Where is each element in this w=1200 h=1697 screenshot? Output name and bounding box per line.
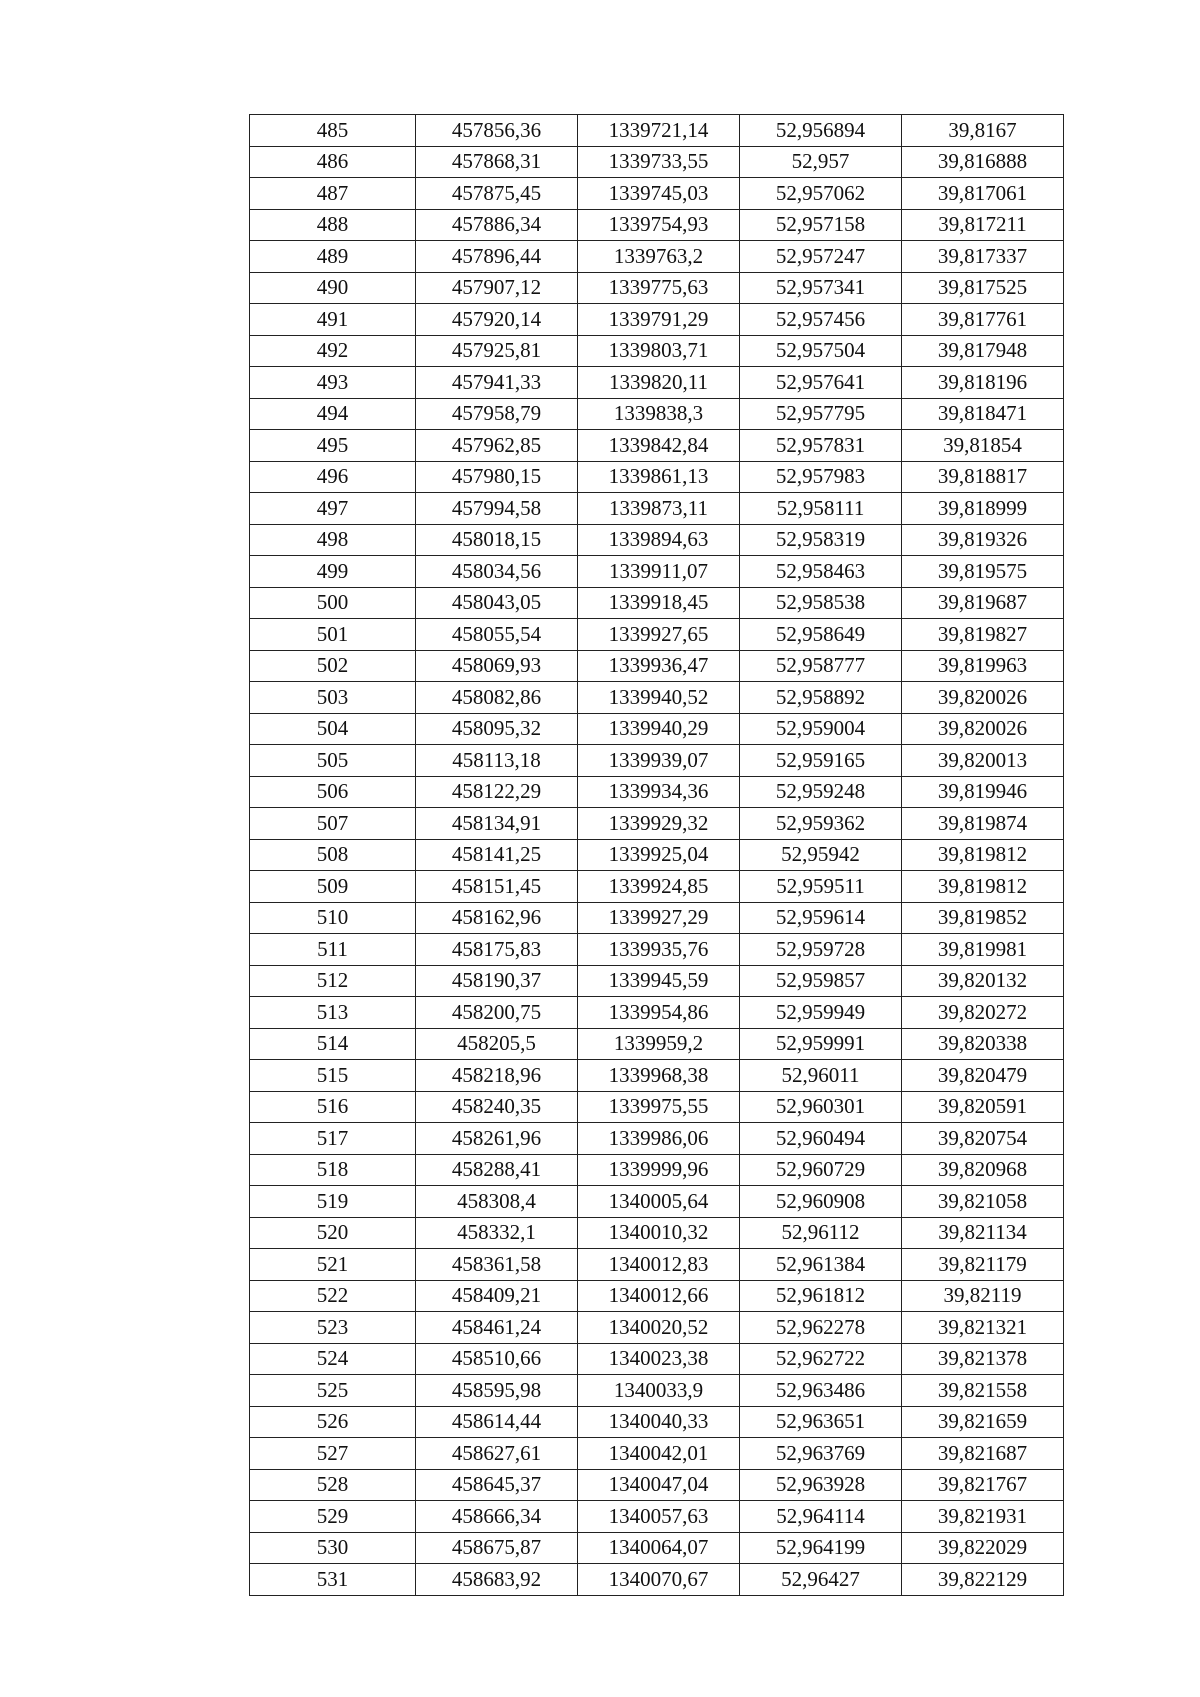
latitude-cell: 52,963769: [740, 1438, 902, 1470]
latitude-cell: 52,96427: [740, 1564, 902, 1596]
table-row: [250, 1217, 1064, 1249]
x-coordinate-cell: 458151,45: [416, 871, 578, 903]
y-coordinate-cell: 1339820,11: [578, 367, 740, 399]
y-coordinate-cell: 1340064,07: [578, 1532, 740, 1564]
point-number-cell: 505: [250, 745, 416, 777]
y-coordinate-cell: 1339924,85: [578, 871, 740, 903]
x-coordinate-cell: 458308,4: [416, 1186, 578, 1218]
table-row: [250, 1469, 1064, 1501]
y-coordinate-cell: 1340057,63: [578, 1501, 740, 1533]
point-number-cell: 529: [250, 1501, 416, 1533]
y-coordinate-cell: 1339842,84: [578, 430, 740, 462]
latitude-cell: 52,960908: [740, 1186, 902, 1218]
table-row: [250, 1564, 1064, 1596]
y-coordinate-cell: 1339721,14: [578, 115, 740, 147]
latitude-cell: 52,957247: [740, 241, 902, 273]
table-row: [250, 1312, 1064, 1344]
x-coordinate-cell: 458200,75: [416, 997, 578, 1029]
y-coordinate-cell: 1339927,29: [578, 902, 740, 934]
longitude-cell: 39,821378: [902, 1343, 1064, 1375]
table-row: [250, 1091, 1064, 1123]
x-coordinate-cell: 457962,85: [416, 430, 578, 462]
y-coordinate-cell: 1339775,63: [578, 272, 740, 304]
x-coordinate-cell: 457994,58: [416, 493, 578, 525]
y-coordinate-cell: 1339934,36: [578, 776, 740, 808]
x-coordinate-cell: 458510,66: [416, 1343, 578, 1375]
longitude-cell: 39,820132: [902, 965, 1064, 997]
point-number-cell: 518: [250, 1154, 416, 1186]
latitude-cell: 52,957062: [740, 178, 902, 210]
table-row: [250, 1532, 1064, 1564]
x-coordinate-cell: 458043,05: [416, 587, 578, 619]
x-coordinate-cell: 458645,37: [416, 1469, 578, 1501]
x-coordinate-cell: 458361,58: [416, 1249, 578, 1281]
table-row: [250, 1501, 1064, 1533]
x-coordinate-cell: 458675,87: [416, 1532, 578, 1564]
table-row: [250, 115, 1064, 147]
y-coordinate-cell: 1339745,03: [578, 178, 740, 210]
x-coordinate-cell: 457868,31: [416, 146, 578, 178]
latitude-cell: 52,959949: [740, 997, 902, 1029]
latitude-cell: 52,959362: [740, 808, 902, 840]
point-number-cell: 522: [250, 1280, 416, 1312]
table-row: [250, 1280, 1064, 1312]
latitude-cell: 52,958649: [740, 619, 902, 651]
longitude-cell: 39,820272: [902, 997, 1064, 1029]
y-coordinate-cell: 1339838,3: [578, 398, 740, 430]
latitude-cell: 52,96011: [740, 1060, 902, 1092]
table-row: [250, 367, 1064, 399]
table-row: [250, 556, 1064, 588]
x-coordinate-cell: 457941,33: [416, 367, 578, 399]
point-number-cell: 514: [250, 1028, 416, 1060]
latitude-cell: 52,957641: [740, 367, 902, 399]
point-number-cell: 510: [250, 902, 416, 934]
x-coordinate-cell: 458288,41: [416, 1154, 578, 1186]
x-coordinate-cell: 458332,1: [416, 1217, 578, 1249]
x-coordinate-cell: 458162,96: [416, 902, 578, 934]
table-row: [250, 1375, 1064, 1407]
latitude-cell: 52,958111: [740, 493, 902, 525]
latitude-cell: 52,957158: [740, 209, 902, 241]
y-coordinate-cell: 1340012,66: [578, 1280, 740, 1312]
point-number-cell: 512: [250, 965, 416, 997]
longitude-cell: 39,821058: [902, 1186, 1064, 1218]
y-coordinate-cell: 1339754,93: [578, 209, 740, 241]
point-number-cell: 508: [250, 839, 416, 871]
table-row: [250, 430, 1064, 462]
latitude-cell: 52,956894: [740, 115, 902, 147]
x-coordinate-cell: 458069,93: [416, 650, 578, 682]
latitude-cell: 52,958319: [740, 524, 902, 556]
longitude-cell: 39,821767: [902, 1469, 1064, 1501]
point-number-cell: 527: [250, 1438, 416, 1470]
x-coordinate-cell: 458461,24: [416, 1312, 578, 1344]
x-coordinate-cell: 457958,79: [416, 398, 578, 430]
point-number-cell: 496: [250, 461, 416, 493]
x-coordinate-cell: 458141,25: [416, 839, 578, 871]
longitude-cell: 39,8167: [902, 115, 1064, 147]
latitude-cell: 52,964199: [740, 1532, 902, 1564]
longitude-cell: 39,817211: [902, 209, 1064, 241]
table-row: [250, 241, 1064, 273]
point-number-cell: 487: [250, 178, 416, 210]
table-row: [250, 1406, 1064, 1438]
point-number-cell: 494: [250, 398, 416, 430]
point-number-cell: 500: [250, 587, 416, 619]
point-number-cell: 504: [250, 713, 416, 745]
table-row: [250, 902, 1064, 934]
point-number-cell: 521: [250, 1249, 416, 1281]
latitude-cell: 52,959614: [740, 902, 902, 934]
table-row: [250, 178, 1064, 210]
y-coordinate-cell: 1340033,9: [578, 1375, 740, 1407]
table-row: [250, 650, 1064, 682]
latitude-cell: 52,962722: [740, 1343, 902, 1375]
longitude-cell: 39,820013: [902, 745, 1064, 777]
point-number-cell: 531: [250, 1564, 416, 1596]
longitude-cell: 39,821931: [902, 1501, 1064, 1533]
table-row: [250, 335, 1064, 367]
longitude-cell: 39,821659: [902, 1406, 1064, 1438]
longitude-cell: 39,821321: [902, 1312, 1064, 1344]
latitude-cell: 52,963928: [740, 1469, 902, 1501]
table-row: [250, 1028, 1064, 1060]
point-number-cell: 523: [250, 1312, 416, 1344]
latitude-cell: 52,957983: [740, 461, 902, 493]
longitude-cell: 39,817061: [902, 178, 1064, 210]
y-coordinate-cell: 1339945,59: [578, 965, 740, 997]
table-row: [250, 934, 1064, 966]
latitude-cell: 52,957341: [740, 272, 902, 304]
y-coordinate-cell: 1339986,06: [578, 1123, 740, 1155]
x-coordinate-cell: 457980,15: [416, 461, 578, 493]
point-number-cell: 488: [250, 209, 416, 241]
latitude-cell: 52,960301: [740, 1091, 902, 1123]
table-row: [250, 871, 1064, 903]
latitude-cell: 52,957: [740, 146, 902, 178]
y-coordinate-cell: 1339999,96: [578, 1154, 740, 1186]
y-coordinate-cell: 1339939,07: [578, 745, 740, 777]
x-coordinate-cell: 457875,45: [416, 178, 578, 210]
point-number-cell: 517: [250, 1123, 416, 1155]
point-number-cell: 519: [250, 1186, 416, 1218]
x-coordinate-cell: 457925,81: [416, 335, 578, 367]
latitude-cell: 52,958463: [740, 556, 902, 588]
x-coordinate-cell: 458595,98: [416, 1375, 578, 1407]
point-number-cell: 513: [250, 997, 416, 1029]
longitude-cell: 39,820338: [902, 1028, 1064, 1060]
table-row: [250, 493, 1064, 525]
point-number-cell: 506: [250, 776, 416, 808]
point-number-cell: 495: [250, 430, 416, 462]
coordinates-table: [249, 114, 1064, 1596]
x-coordinate-cell: 458034,56: [416, 556, 578, 588]
point-number-cell: 507: [250, 808, 416, 840]
y-coordinate-cell: 1340012,83: [578, 1249, 740, 1281]
y-coordinate-cell: 1339861,13: [578, 461, 740, 493]
table-row: [250, 1249, 1064, 1281]
table-row: [250, 808, 1064, 840]
y-coordinate-cell: 1340023,38: [578, 1343, 740, 1375]
x-coordinate-cell: 458627,61: [416, 1438, 578, 1470]
longitude-cell: 39,820479: [902, 1060, 1064, 1092]
x-coordinate-cell: 458055,54: [416, 619, 578, 651]
x-coordinate-cell: 458666,34: [416, 1501, 578, 1533]
point-number-cell: 511: [250, 934, 416, 966]
point-number-cell: 486: [250, 146, 416, 178]
point-number-cell: 493: [250, 367, 416, 399]
longitude-cell: 39,819874: [902, 808, 1064, 840]
longitude-cell: 39,820026: [902, 713, 1064, 745]
table-row: [250, 461, 1064, 493]
coordinates-table-body: [250, 115, 1064, 1596]
x-coordinate-cell: 458018,15: [416, 524, 578, 556]
table-row: [250, 997, 1064, 1029]
latitude-cell: 52,959248: [740, 776, 902, 808]
longitude-cell: 39,821687: [902, 1438, 1064, 1470]
table-row: [250, 587, 1064, 619]
longitude-cell: 39,818999: [902, 493, 1064, 525]
table-row: [250, 304, 1064, 336]
y-coordinate-cell: 1339929,32: [578, 808, 740, 840]
y-coordinate-cell: 1340010,32: [578, 1217, 740, 1249]
latitude-cell: 52,957831: [740, 430, 902, 462]
x-coordinate-cell: 458409,21: [416, 1280, 578, 1312]
point-number-cell: 492: [250, 335, 416, 367]
latitude-cell: 52,959728: [740, 934, 902, 966]
longitude-cell: 39,817948: [902, 335, 1064, 367]
point-number-cell: 489: [250, 241, 416, 273]
latitude-cell: 52,958892: [740, 682, 902, 714]
longitude-cell: 39,819827: [902, 619, 1064, 651]
table-row: [250, 1186, 1064, 1218]
table-row: [250, 398, 1064, 430]
x-coordinate-cell: 457920,14: [416, 304, 578, 336]
x-coordinate-cell: 458205,5: [416, 1028, 578, 1060]
point-number-cell: 530: [250, 1532, 416, 1564]
latitude-cell: 52,957504: [740, 335, 902, 367]
table-row: [250, 272, 1064, 304]
longitude-cell: 39,817525: [902, 272, 1064, 304]
latitude-cell: 52,96112: [740, 1217, 902, 1249]
x-coordinate-cell: 458240,35: [416, 1091, 578, 1123]
y-coordinate-cell: 1340070,67: [578, 1564, 740, 1596]
table-row: [250, 776, 1064, 808]
latitude-cell: 52,959165: [740, 745, 902, 777]
table-row: [250, 682, 1064, 714]
table-row: [250, 1123, 1064, 1155]
longitude-cell: 39,821558: [902, 1375, 1064, 1407]
y-coordinate-cell: 1340005,64: [578, 1186, 740, 1218]
longitude-cell: 39,816888: [902, 146, 1064, 178]
x-coordinate-cell: 457856,36: [416, 115, 578, 147]
longitude-cell: 39,819575: [902, 556, 1064, 588]
latitude-cell: 52,957795: [740, 398, 902, 430]
latitude-cell: 52,959511: [740, 871, 902, 903]
longitude-cell: 39,822029: [902, 1532, 1064, 1564]
longitude-cell: 39,819852: [902, 902, 1064, 934]
y-coordinate-cell: 1340040,33: [578, 1406, 740, 1438]
x-coordinate-cell: 458190,37: [416, 965, 578, 997]
latitude-cell: 52,957456: [740, 304, 902, 336]
longitude-cell: 39,819981: [902, 934, 1064, 966]
latitude-cell: 52,959004: [740, 713, 902, 745]
y-coordinate-cell: 1339954,86: [578, 997, 740, 1029]
latitude-cell: 52,961812: [740, 1280, 902, 1312]
latitude-cell: 52,960494: [740, 1123, 902, 1155]
longitude-cell: 39,820754: [902, 1123, 1064, 1155]
y-coordinate-cell: 1339940,52: [578, 682, 740, 714]
longitude-cell: 39,819946: [902, 776, 1064, 808]
y-coordinate-cell: 1339940,29: [578, 713, 740, 745]
longitude-cell: 39,822129: [902, 1564, 1064, 1596]
y-coordinate-cell: 1339911,07: [578, 556, 740, 588]
x-coordinate-cell: 457896,44: [416, 241, 578, 273]
y-coordinate-cell: 1339894,63: [578, 524, 740, 556]
point-number-cell: 515: [250, 1060, 416, 1092]
point-number-cell: 525: [250, 1375, 416, 1407]
y-coordinate-cell: 1339918,45: [578, 587, 740, 619]
y-coordinate-cell: 1339968,38: [578, 1060, 740, 1092]
point-number-cell: 501: [250, 619, 416, 651]
latitude-cell: 52,960729: [740, 1154, 902, 1186]
x-coordinate-cell: 458175,83: [416, 934, 578, 966]
y-coordinate-cell: 1339927,65: [578, 619, 740, 651]
point-number-cell: 528: [250, 1469, 416, 1501]
point-number-cell: 524: [250, 1343, 416, 1375]
x-coordinate-cell: 458122,29: [416, 776, 578, 808]
longitude-cell: 39,819326: [902, 524, 1064, 556]
longitude-cell: 39,82119: [902, 1280, 1064, 1312]
longitude-cell: 39,819812: [902, 871, 1064, 903]
y-coordinate-cell: 1340047,04: [578, 1469, 740, 1501]
table-row: [250, 209, 1064, 241]
table-row: [250, 146, 1064, 178]
latitude-cell: 52,963486: [740, 1375, 902, 1407]
latitude-cell: 52,958777: [740, 650, 902, 682]
longitude-cell: 39,821179: [902, 1249, 1064, 1281]
point-number-cell: 516: [250, 1091, 416, 1123]
y-coordinate-cell: 1340020,52: [578, 1312, 740, 1344]
table-row: [250, 965, 1064, 997]
point-number-cell: 497: [250, 493, 416, 525]
table-row: [250, 619, 1064, 651]
longitude-cell: 39,821134: [902, 1217, 1064, 1249]
longitude-cell: 39,820026: [902, 682, 1064, 714]
longitude-cell: 39,819963: [902, 650, 1064, 682]
point-number-cell: 502: [250, 650, 416, 682]
x-coordinate-cell: 457907,12: [416, 272, 578, 304]
latitude-cell: 52,958538: [740, 587, 902, 619]
table-row: [250, 1343, 1064, 1375]
longitude-cell: 39,817761: [902, 304, 1064, 336]
x-coordinate-cell: 458614,44: [416, 1406, 578, 1438]
x-coordinate-cell: 458134,91: [416, 808, 578, 840]
x-coordinate-cell: 458218,96: [416, 1060, 578, 1092]
x-coordinate-cell: 458095,32: [416, 713, 578, 745]
point-number-cell: 509: [250, 871, 416, 903]
y-coordinate-cell: 1339936,47: [578, 650, 740, 682]
point-number-cell: 499: [250, 556, 416, 588]
latitude-cell: 52,95942: [740, 839, 902, 871]
latitude-cell: 52,961384: [740, 1249, 902, 1281]
latitude-cell: 52,959857: [740, 965, 902, 997]
point-number-cell: 491: [250, 304, 416, 336]
table-row: [250, 745, 1064, 777]
table-row: [250, 713, 1064, 745]
point-number-cell: 485: [250, 115, 416, 147]
y-coordinate-cell: 1339803,71: [578, 335, 740, 367]
x-coordinate-cell: 458261,96: [416, 1123, 578, 1155]
point-number-cell: 503: [250, 682, 416, 714]
longitude-cell: 39,81854: [902, 430, 1064, 462]
x-coordinate-cell: 458082,86: [416, 682, 578, 714]
point-number-cell: 520: [250, 1217, 416, 1249]
y-coordinate-cell: 1339975,55: [578, 1091, 740, 1123]
latitude-cell: 52,959991: [740, 1028, 902, 1060]
table-row: [250, 1438, 1064, 1470]
longitude-cell: 39,820968: [902, 1154, 1064, 1186]
table-row: [250, 839, 1064, 871]
longitude-cell: 39,818196: [902, 367, 1064, 399]
y-coordinate-cell: 1340042,01: [578, 1438, 740, 1470]
longitude-cell: 39,819687: [902, 587, 1064, 619]
y-coordinate-cell: 1339873,11: [578, 493, 740, 525]
longitude-cell: 39,817337: [902, 241, 1064, 273]
point-number-cell: 498: [250, 524, 416, 556]
x-coordinate-cell: 458113,18: [416, 745, 578, 777]
longitude-cell: 39,818817: [902, 461, 1064, 493]
y-coordinate-cell: 1339733,55: [578, 146, 740, 178]
longitude-cell: 39,819812: [902, 839, 1064, 871]
y-coordinate-cell: 1339791,29: [578, 304, 740, 336]
y-coordinate-cell: 1339935,76: [578, 934, 740, 966]
table-row: [250, 1060, 1064, 1092]
point-number-cell: 490: [250, 272, 416, 304]
longitude-cell: 39,820591: [902, 1091, 1064, 1123]
y-coordinate-cell: 1339763,2: [578, 241, 740, 273]
y-coordinate-cell: 1339925,04: [578, 839, 740, 871]
x-coordinate-cell: 458683,92: [416, 1564, 578, 1596]
y-coordinate-cell: 1339959,2: [578, 1028, 740, 1060]
longitude-cell: 39,818471: [902, 398, 1064, 430]
table-row: [250, 1154, 1064, 1186]
latitude-cell: 52,964114: [740, 1501, 902, 1533]
x-coordinate-cell: 457886,34: [416, 209, 578, 241]
table-row: [250, 524, 1064, 556]
latitude-cell: 52,962278: [740, 1312, 902, 1344]
latitude-cell: 52,963651: [740, 1406, 902, 1438]
point-number-cell: 526: [250, 1406, 416, 1438]
